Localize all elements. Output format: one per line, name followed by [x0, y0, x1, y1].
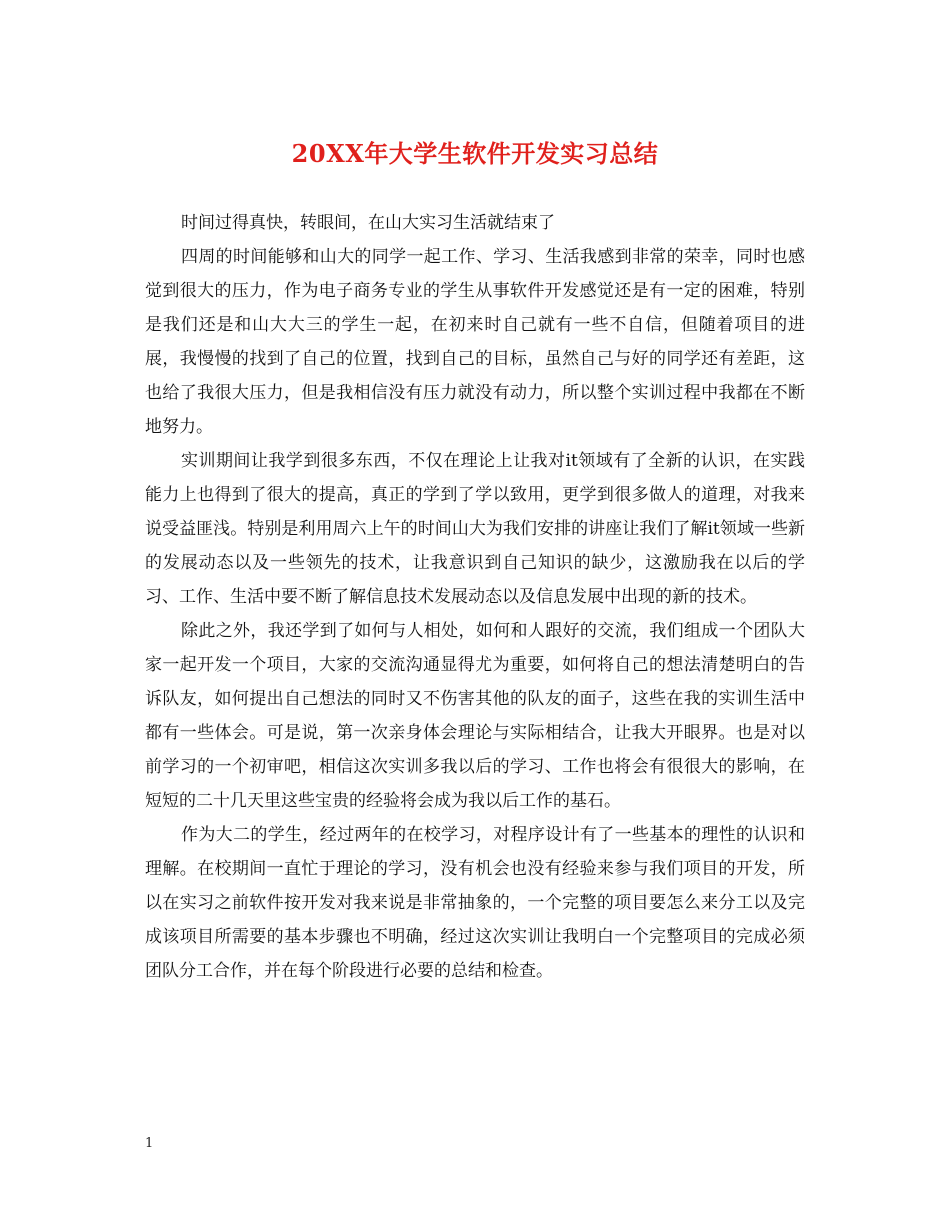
paragraph: 实训期间让我学到很多东西，不仅在理论上让我对it领域有了全新的认识，在实践能力上也得到了很大的提高，真正的学到了学以致用，更学到很多做人的道理，对我来说受益匪浅。特别是利用周六上午的时间山大为我们安排的讲座让我们了解it领域一些新的发展动态以及一些领先的技术，让我意识到自己知识的缺少，这激励我在以后的学习、工作、生活中要不断了解信息技术发展动态以及信息发展中出现的新的技术。 [145, 451, 805, 607]
paragraph: 作为大二的学生，经过两年的在校学习，对程序设计有了一些基本的理性的认识和理解。在校期间一直忙于理论的学习，没有机会也没有经验来参与我们项目的开发，所以在实习之前软件按开发对我来说是非常抽象的，一个完整的项目要怎么来分工以及完成该项目所需要的基本步骤也不明确，经过这次实训让我明白一个完整项目的完成必须团队分工合作，并在每个阶段进行必要的总结和检查。 [145, 825, 805, 981]
document-title: 20XX年大学生软件开发实习总结 [291, 139, 659, 168]
paragraph: 四周的时间能够和山大的同学一起工作、学习、生活我感到非常的荣幸，同时也感觉到很大的压力，作为电子商务专业的学生从事软件开发感觉还是有一定的困难，特别是我们还是和山大大三的学生一起，在初来时自己就有一些不自信，但随着项目的进展，我慢慢的找到了自己的位置，找到自己的目标，虽然自己与好的同学还有差距，这也给了我很大压力，但是我相信没有压力就没有动力，所以整个实训过程中我都在不断地努力。 [145, 247, 805, 437]
paragraph: 除此之外，我还学到了如何与人相处，如何和人跟好的交流，我们组成一个团队大家一起开发一个项目，大家的交流沟通显得尤为重要，如何将自己的想法清楚明白的告诉队友，如何提出自己想法的同时又不伤害其他的队友的面子，这些在我的实训生活中都有一些体会。可是说，第一次亲身体会理论与实际相结合，让我大开眼界。也是对以前学习的一个初审吧，相信这次实训多我以后的学习、工作也将会有很很大的影响，在短短的二十几天里这些宝贵的经验将会成为我以后工作的基石。 [145, 621, 805, 811]
paragraph: 时间过得真快，转眼间，在山大实习生活就结束了 [181, 213, 555, 233]
document-body [145, 206, 805, 988]
page-number: 1 [145, 1136, 154, 1151]
